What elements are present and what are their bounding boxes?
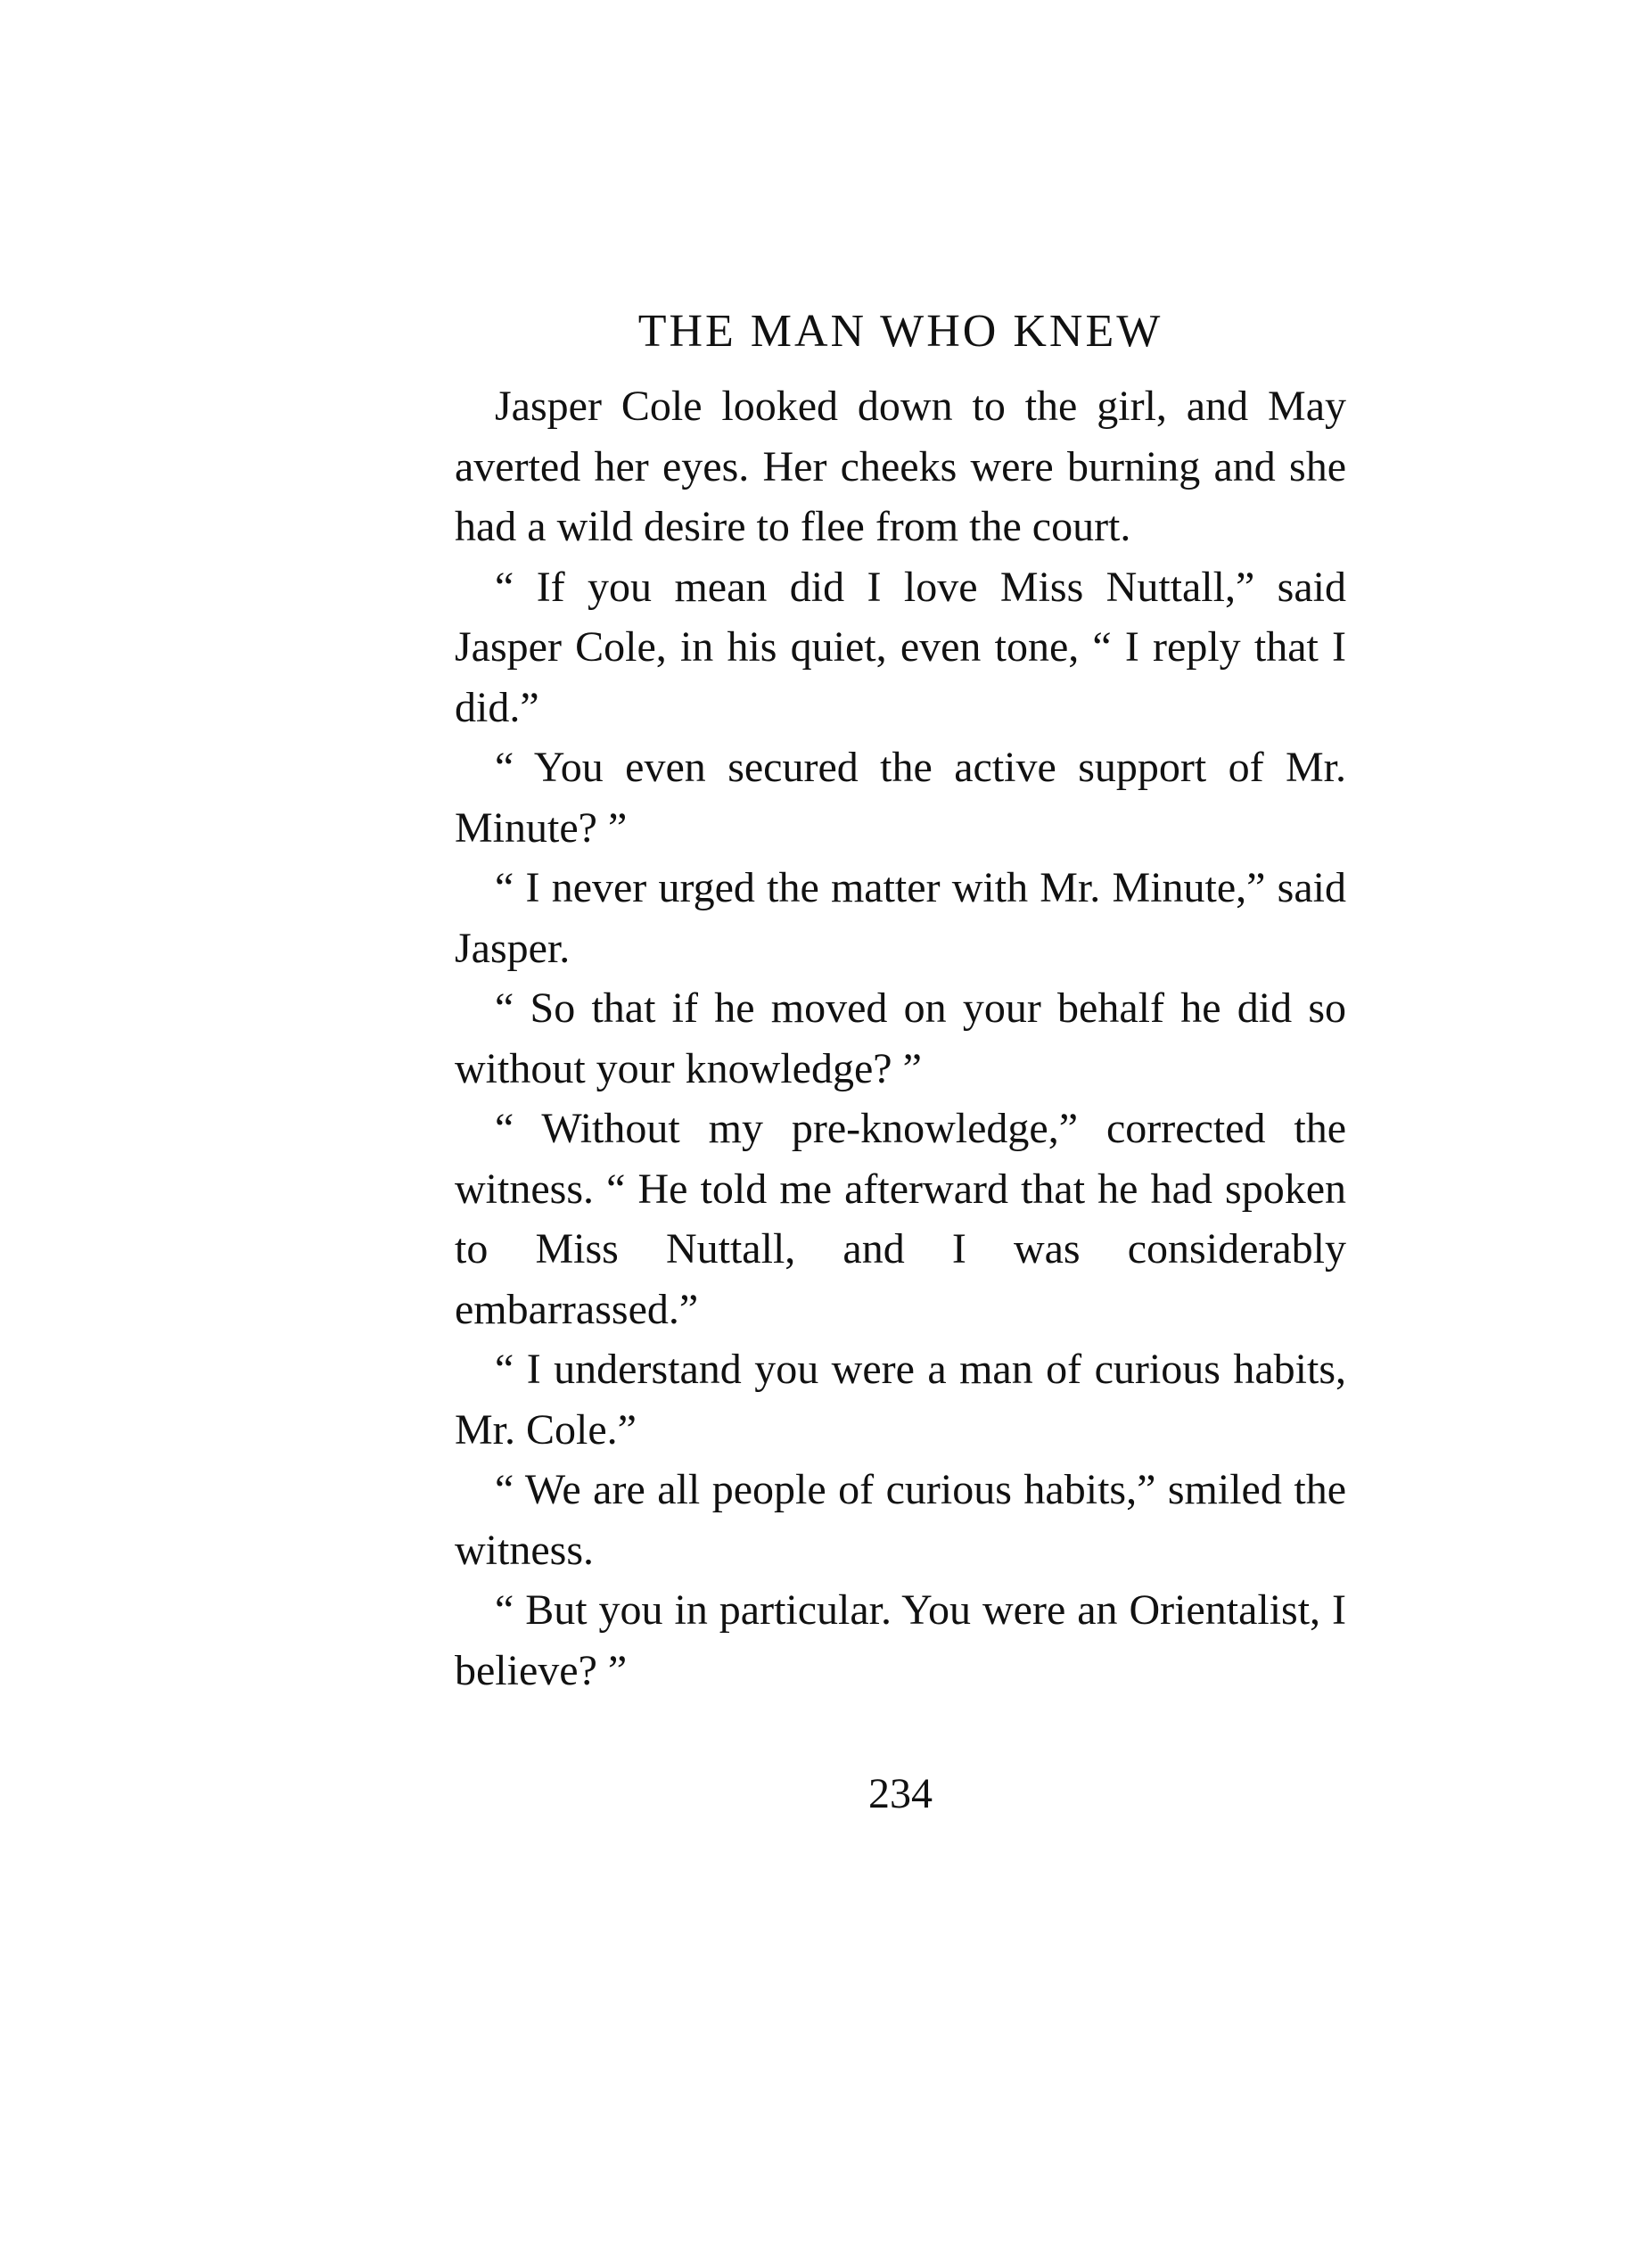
paragraph: “ But you in particular. You were an Orientalist, I believe? ” (455, 1586, 1346, 1694)
running-head: THE MAN WHO KNEW (637, 306, 1163, 357)
paragraph: “ I never urged the matter with Mr. Minute,” said Jasper. (455, 864, 1346, 972)
page-number: 234 (868, 1770, 933, 1817)
paragraph: Jasper Cole looked down to the girl, and May averted her eyes. Her cheeks were burning and she had a wild desire to flee from the court. (455, 383, 1346, 550)
paragraph: “ You even secured the active support of Mr. Minute? ” (455, 744, 1346, 852)
body-text (455, 376, 1346, 1701)
paragraph: “ If you mean did I love Miss Nuttall,” said Jasper Cole, in his quiet, even tone, “ I reply that I did.” (455, 563, 1346, 731)
paragraph: “ We are all people of curious habits,” smiled the witness. (455, 1466, 1346, 1574)
paragraph: “ I understand you were a man of curious habits, Mr. Cole.” (455, 1346, 1346, 1454)
paragraph: “ Without my pre-knowledge,” corrected the witness. “ He told me afterward that he had spoken to Miss Nuttall, and I was considerably embarrassed.” (455, 1105, 1346, 1333)
paragraph: “ So that if he moved on your behalf he did so without your knowledge? ” (455, 984, 1346, 1092)
